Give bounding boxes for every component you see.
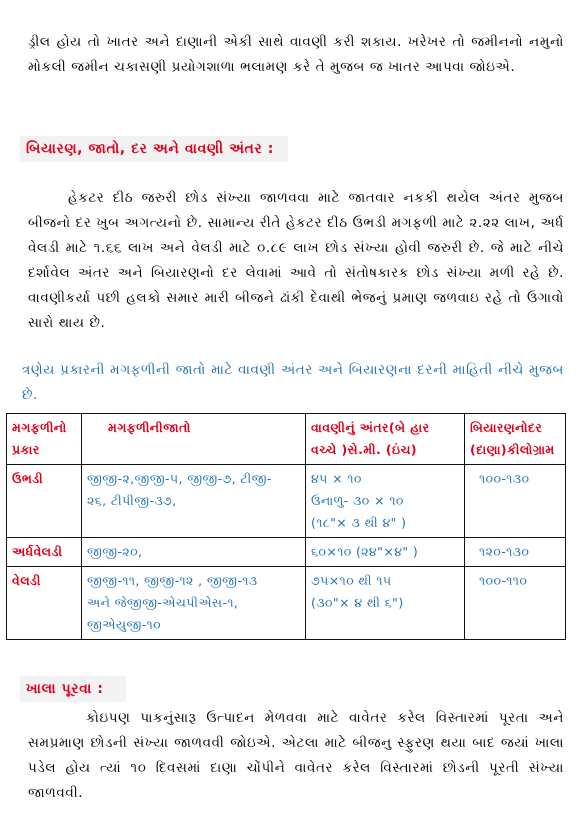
seed-rate-paragraph: હેકટર દીઠ જરુરી છોડ સંખ્યા જાળવવા માટે જાતવાર નકકી થયેલ અંતર મુજબ બીજનો દર ખુબ અગત્યનો છે. સામાન્ય રીતે હેકટર દીઠ ઉભડી મગફળી માટે ૨.૨૨ લાખ, અર્ધ વેલડી માટે ૧.૬૬ લાખ અને વેલડી માટે ૦.૮૯ લાખ છોડ સંખ્યા હોવી જરુરી છે. જે માટે નીચે દર્શાવેલ અંતર અને બિયારણનો દર લેવામાં આવે તો સંતોષકારક છોડ સંખ્યા મળી રહે છે. વાવણીકર્યા પછી હલકો સમાર મારી બીજને ઢાંકી દેવાથી ભેજનું પ્રમાણ જળવાઇ રહે તો ઉગાવો સારો થાય છે. [28,190,564,331]
row-spacing: ૪૫ × ૧૦ ઉનાળુ- ૩૦ × ૧૦ (૧૮"× ૩ થી ૪" ) [306,465,465,538]
row-seed-rate: ૧૦૦-૧૧૦ [465,567,566,640]
row-type: ઉભડી [7,465,82,538]
intro-paragraph: ડ્રીલ હોય તો ખાતર અને દાણાની એકી સાથે વાવણી કરી શકાય. ખરેખર તો જમીનનો નમુનો મોકલી જમીન ચકાસણી પ્રયોગશાળા ભલામણ કરે તે મુજબ જ ખાતર આપવા જોઇએ. [28,34,564,75]
row-seed-rate: ૧૦૦-૧૩૦ [465,465,566,538]
row-varieties: જીજી-૨,જીજી-૫, જીજી-૭, ટીજી- ૨૬, ટીપીજી-૩૭, [82,465,306,538]
section-heading-gap-filling: ખાલા પૂરવા : [20,676,126,702]
table-row [7,538,566,567]
sowing-spacing-table [6,413,566,640]
table-intro-note: ત્રણેય પ્રકારની મગફળીની જાતો માટે વાવણી અંતર અને બિયારણના દરની માહિતી નીચે મુજબ છે. [22,362,564,403]
header-spacing: વાવણીનું અંતર(બે હાર વચ્ચે )સે.મી. (ઇંચ) [306,414,465,465]
section-heading-seed-varieties: બિયારણ, જાતો, દર અને વાવણી અંતર : [20,136,288,162]
header-type: મગફળીનો પ્રકાર [7,414,82,465]
row-type: વેલડી [7,567,82,640]
row-seed-rate: ૧૨૦-૧૩૦ [465,538,566,567]
row-varieties: જીજી-૧૧, જીજી-૧૨ , જીજી-૧૩ અને જેજીજી-એચપીએસ-૧, જીએયુજી-૧૦ [82,567,306,640]
header-varieties: મગફળીનીજાતો [82,414,306,465]
row-type: અર્ધવેલડી [7,538,82,567]
row-spacing: ૬૦×૧૦ (૨૪"×૪" ) [306,538,465,567]
gap-filling-paragraph: કોઇપણ પાકનુંસારૂ ઉત્પાદન મેળવવા માટે વાવેતર કરેલ વિસ્તારમાં પૂરતા અને સમપ્રમાણ છોડની સંખ્યા જાળવવી જોઇએ. એટલા માટે બીજનુ સ્ફુરણ થયા બાદ જયાં ખાલા પડેલ હોય ત્યાં ૧૦ દિવસમાં દાણા ચોંપીને વાવેતર કરેલ વિસ્તારમાં છોડની પૂરતી સંખ્યા જાળવવી. [28,710,564,801]
row-spacing: ૭૫×૧૦ થી ૧૫ (૩૦"× ૪ થી ૬") [306,567,465,640]
row-varieties: જીજી-૨૦, [82,538,306,567]
table-row [7,465,566,538]
table-row [7,567,566,640]
table-header-row [7,414,566,465]
header-seed-rate: બિયારણનોદર (દાણા)કીલોગ્રામ [465,414,566,465]
